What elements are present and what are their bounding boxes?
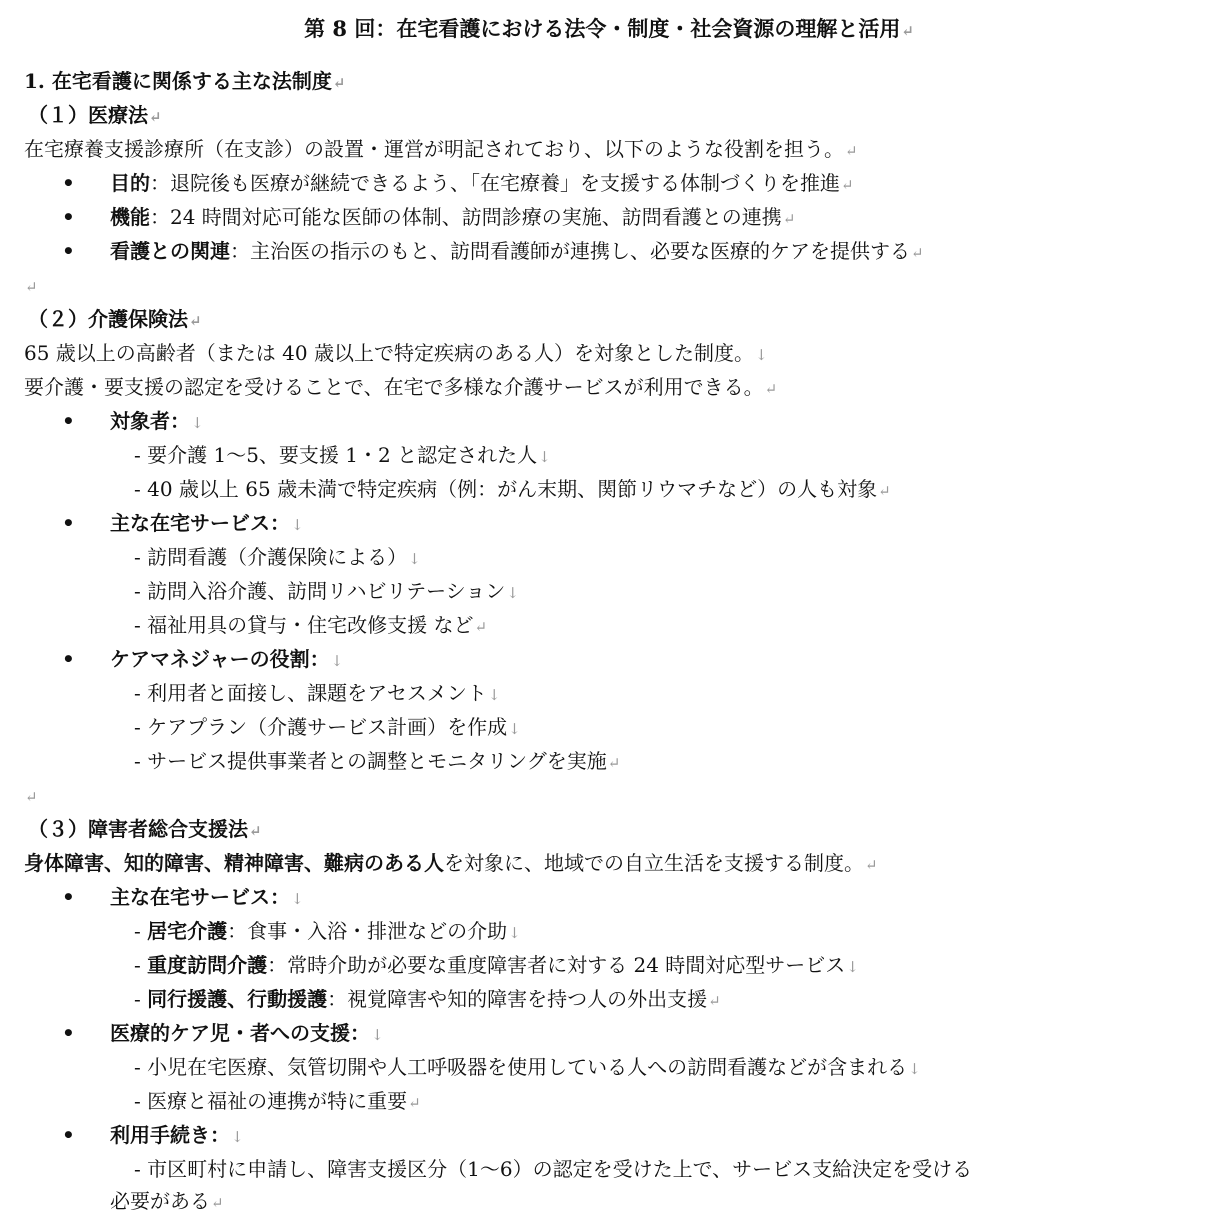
sub-item: - 40 歳以上 65 歳未満で特定疾病（例：がん末期、関節リウマチなど）の人も対象↵ [134,477,891,501]
bullet-item: • 主な在宅サービス：↓ [62,508,304,538]
bullet-icon: • [62,239,75,263]
bullet-icon: • [62,409,75,433]
bullet-icon: • [62,885,75,909]
sub-item: - 市区町村に申請し、障害支援区分（1〜6）の認定を受けた上で、サービス支給決定を受ける [134,1157,973,1181]
empty-paragraph: ↵ [25,788,38,806]
sub-item: - 要介護 1〜5、要支援 1・2 と認定された人↓ [134,443,551,467]
bullet-icon: • [62,511,75,535]
sub-item: - ケアプラン（介護サービス計画）を作成↓ [134,715,521,739]
sub-item-continuation: 必要がある↵ [110,1189,224,1213]
bullet-item: • 対象者：↓ [62,406,204,436]
sub-item: - サービス提供事業者との調整とモニタリングを実施↵ [134,749,621,773]
bullet-item: • 医療的ケア児・者への支援：↓ [62,1018,384,1048]
bullet-item: • 看護との関連：主治医の指示のもと、訪問看護師が連携し、必要な医療的ケアを提供する↵ [62,236,924,266]
bullet-icon: • [62,1123,75,1147]
bullet-icon: • [62,205,75,229]
empty-paragraph: ↵ [25,278,38,296]
section-heading: 1. 在宅看護に関係する主な法制度↵ [24,69,346,93]
bullet-icon: • [62,1021,75,1045]
bullet-item: • ケアマネジャーの役割：↓ [62,644,343,674]
bullet-item: • 機能：24 時間対応可能な医師の体制、訪問診療の実施、訪問看護との連携↵ [62,202,795,232]
paragraph: 身体障害、知的障害、精神障害、難病のある人を対象に、地域での自立生活を支援する制度。↵ [24,851,878,875]
bullet-item: • 主な在宅サービス：↓ [62,882,304,912]
sub-item: - 同行援護、行動援護：視覚障害や知的障害を持つ人の外出支援↵ [134,987,721,1011]
sub-item: - 福祉用具の貸与・住宅改修支援 など↵ [134,613,488,637]
subsection-heading-disability-support: （３）障害者総合支援法↵ [28,817,262,841]
bullet-item: • 利用手続き：↓ [62,1120,244,1150]
sub-item: - 利用者と面接し、課題をアセスメント↓ [134,681,501,705]
sub-item: - 医療と福祉の連携が特に重要↵ [134,1089,421,1113]
sub-item: - 訪問入浴介護、訪問リハビリテーション↓ [134,579,519,603]
paragraph: 在宅療養支援診療所（在支診）の設置・運営が明記されており、以下のような役割を担う。↵ [24,137,858,161]
paragraph: 65 歳以上の高齢者（または 40 歳以上で特定疾病のある人）を対象とした制度。↓ [24,341,768,365]
bullet-icon: • [62,647,75,671]
sub-item: - 訪問看護（介護保険による）↓ [134,545,421,569]
subsection-heading-care-insurance: （２）介護保険法↵ [28,307,202,331]
paragraph: 要介護・要支援の認定を受けることで、在宅で多様な介護サービスが利用できる。↵ [24,375,778,399]
bullet-icon: • [62,171,75,195]
sub-item: - 重度訪問介護：常時介助が必要な重度障害者に対する 24 時間対応型サービス↓ [134,953,859,977]
subsection-heading-medical-law: （１）医療法↵ [28,103,162,127]
sub-item: - 小児在宅医療、気管切開や人工呼吸器を使用している人への訪問看護などが含まれる↓ [134,1055,921,1079]
bullet-item: • 目的：退院後も医療が継続できるよう、「在宅療養」を支援する体制づくりを推進↵ [62,168,854,198]
document-title: 第 8 回：在宅看護における法令・制度・社会資源の理解と活用↵ [304,16,914,41]
sub-item: - 居宅介護：食事・入浴・排泄などの介助↓ [134,919,521,943]
